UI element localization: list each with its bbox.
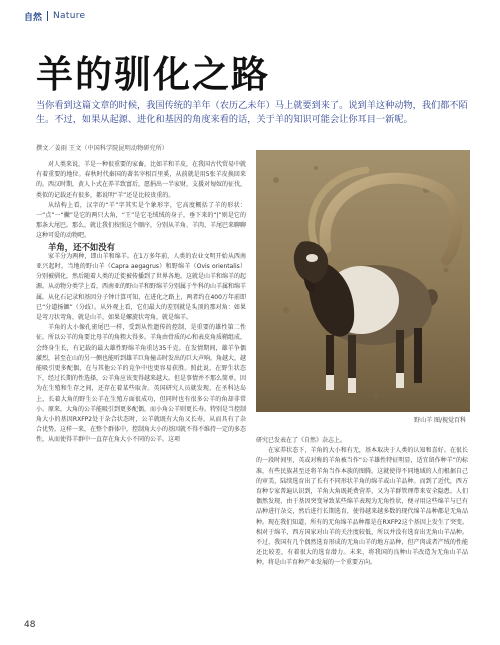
header-divider: [47, 11, 48, 21]
section-label-zh: 自然: [24, 12, 43, 23]
section-label-en: Nature: [53, 11, 86, 21]
author-line: 撰文／姜雨 王文（中国科学院昆明动物研究所）: [36, 145, 168, 152]
photo-caption: 野山羊 图/视觉百科: [414, 417, 466, 424]
lead-paragraph: 当你看到这篇文章的时候，我国传统的羊年（农历乙未年）马上就要到来了。说到羊这种动物，我们都不陌生。不过，如果从起源、进化和基因的角度来看的话，关于羊的知识可能会让你耳目一新呢。: [36, 100, 468, 125]
right-paragraph-1: 研究已发表在了《自然》杂志上。: [256, 437, 347, 444]
intro-paragraph-2: 从结构上看，汉字的“羊”字其实是个象形字，它高度概括了羊的形状：一“点”一“撇”是它的两只大角，“王”是它毛绒绒的身子，垂下来的“|”则是它的那条大尾巴。那么，就让我们按照这个顺序，分别从羊角、羊肉、羊尾巴来聊聊这种可爱的动物吧。: [36, 201, 247, 240]
page-number: 48: [24, 620, 36, 630]
right-paragraph-2: 在家养状态下，羊角的大小和有无，基本取决于人类的认知和喜好。在很长的一段时间里，英或对称的羊角被当作“公羊雄性特征明显，适宜留作种羊”的标准，有些民族甚至还将羊角当作本族的图腾。这就使得不同地域的人们根据自己的审美，陆续选育出了长有不同形状羊角的绵羊或山羊品种。而到了近代，西方育种专家普遍认识到，羊角大角既耗费营养，又为羊群管理带来安全隐患。人们偶然发现，由于基因突变导致某些绵羊表现为无角性状，便寻用这些绵羊与已有品种进行杂交，然后进行长期选育，使得越来越多数的现代绵羊品种都是无角品种。现在我们知道，所有的无角绵羊品种都是在RXFP2这个基因上发生了突变。相对于绵羊，西方国家对山羊的关注度较低，所以并没有选育出无角山羊品种。不过，我国有几个偶然选育形成的无角山羊的地方品种，但产肉或者产绒的性能还比较差，有着很大的选育潜力。未来，将我国的良种山羊改造为无角山羊品种，将是山羊育种产业发展的一个重要方向。: [256, 447, 468, 567]
right-column: [256, 436, 468, 569]
page-title: 羊的驯化之路: [36, 53, 270, 96]
intro-paragraph-1: 对人类来说，羊是一种很重要的家畜，比如羊和羊皮，在我国古代贸易中就有着重要的地位。春秋时代秦国的著名宰相百里奚，从前就是用5张羊皮换回来的。西汉时期，黄人卜式在养羊致富后，愿捐出一半家财，支援对匈奴的征伐，类似的记载还有很多，都说明“羊”还是比较贵重的。: [36, 161, 247, 199]
body-paragraph-2: 羊角的大小像孔雀尾巴一样，受到从性遗传的控制，是重要的雄性第二性征。所以公羊的角要比母羊的角粗大得多。羊角由骨质的心和表皮角质鞘组成，会终身生长，有记载的最大雄性野绵羊角重达35千克。在发情期间，雄羊争偶激烈，甚至在山的另一侧也能听到雄羊巨角撞击时发出的巨大声响。角越大，越能吸引更多配偶，在与其他公羊的竞争中也更容易获胜。照此说，在野生状态下，经过长期的性选择，公羊角应该变得越来越大。但是事情并不那么简单，因为在生殖和生存之间，还存在着某些取舍。英国研究人员就发现，在圣科达岛上，长着大角的野生公羊在生殖方面很成功，但同时也有很多公羊的角却非常小。原来，大角的公羊能吸引到更多配偶，而小角公羊则更长寿。特别是当控制角大小的基因RXFP2处于杂合状态时，公羊就既有大角又长寿，从而具有了杂合优势。这样一来，在整个群体中，控制角大小的基因就不得不维持一定的多态性，从而使得羊群中一直存在角大小不同的公羊。这项: [36, 324, 247, 444]
section-subhead: 羊角，还不如没有: [48, 241, 115, 252]
body-paragraph-1: 家羊分为两种，即山羊和绵羊。在1万多年前，人类的农业文明开始从西南亚兴起时，当地的野山羊（Capra aegagrus）和野绵羊（Ovis orientalis）分别被驯化，然后随着人类的迁徙被传播到了世界各地。这就是山羊和绵羊的起源。从动物分类学上看，西南亚的野山羊和野绵羊分别属于牛科的山羊属和绵羊属。从化石记录和基因分子钟计算可知，在进化之路上，两者约在400万年前即已“分道扬镳”（分歧）。从外观上看，它们最大的差别就是头顶的那对角：如果是弯刀状弯角，就是山羊，如果是螺旋状弯角，就是绵羊。: [36, 252, 247, 322]
section-header: [24, 8, 85, 24]
left-column: [36, 160, 246, 446]
wild-goat-photo: [256, 150, 470, 412]
goat-illustration: [256, 150, 470, 412]
